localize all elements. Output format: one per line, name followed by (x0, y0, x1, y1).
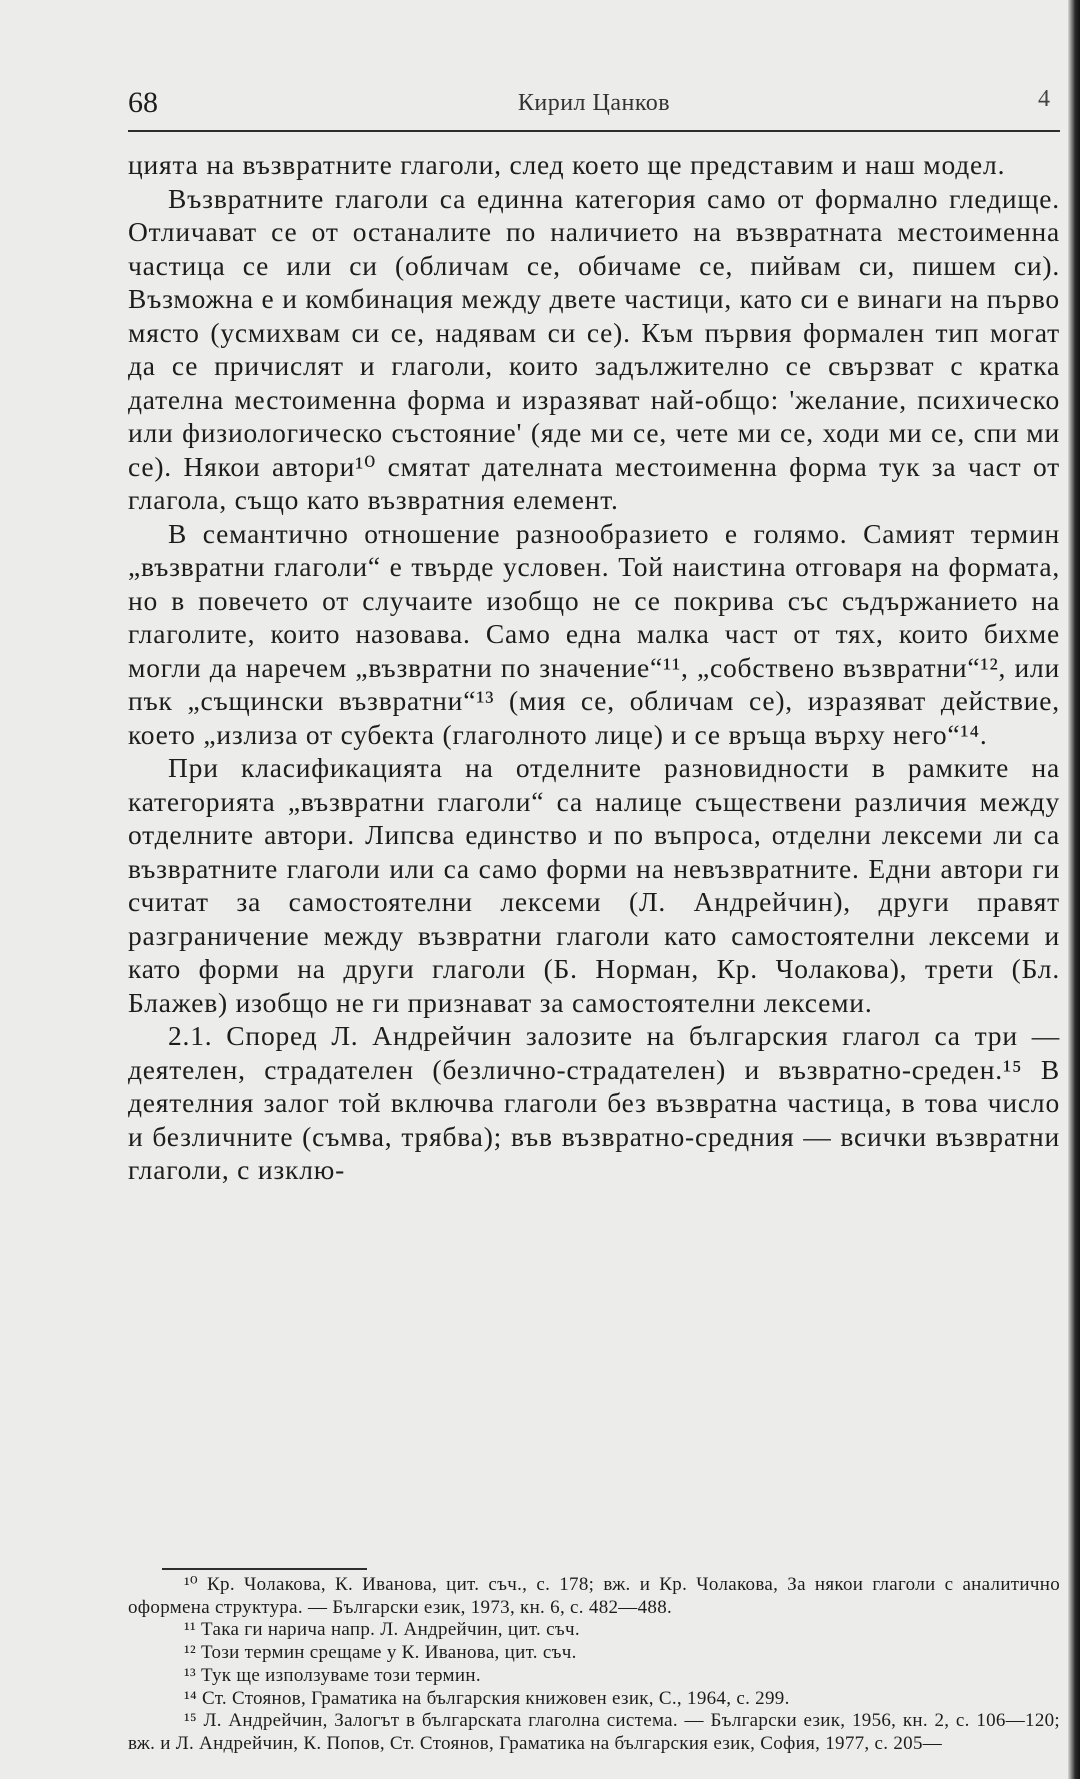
running-head-author: Кирил Цанков (517, 90, 671, 116)
footnote-13: ¹³ Тук ще използуваме този термин. (184, 1664, 481, 1686)
paragraph-4: При класификацията на отделните разновидности в рамките на категорията „възвратни глаголи“ са налице съществени различия между отделните автори. Липсва единство и по въпроса, отделни лексеми ли са възвратните глаголи или са само форми на невъзвратните. Едни автори ги считат за самостоятелни лексеми (Л. Андрейчин), други правят разграничение между възвратни глаголи като самостоятелни лексеми и като форми на други глаголи (Б. Норман, Кр. Чолакова), трети (Бл. Блажев) изобщо не ги признават за самостоятелни лексеми. (128, 752, 1060, 1018)
footnote-10: ¹⁰ Кр. Чолакова, К. Иванова, цит. съч., с. 178; вж. и Кр. Чолакова, За някои глаголи с аналитично оформена структура. — Български език, 1973, кн. 6, с. 482—488. (128, 1574, 1060, 1618)
footnote-rule (162, 1568, 367, 1570)
header-edge-mark: 4 (1038, 86, 1050, 112)
footnote-12: ¹² Този термин срещаме у К. Иванова, цит. съч. (184, 1642, 577, 1664)
footnote-15: ¹⁵ Л. Андрейчин, Залогът в българската глаголна система. — Български език, 1956, кн. 2, с. 106—120; вж. и Л. Андрейчин, К. Попов, Ст. Стоянов, Граматика на българския език, София, 1977, с. 205— (128, 1710, 1060, 1754)
paragraph-2: Възвратните глаголи са единна категория само от формално гледище. Отличават се от останалите по наличието на възвратната местоименна частица се или си (обличам се, обичаме се, пийвам си, пишем си). Възможна е и комбинация между двете частици, като си е винаги на първо място (усмихвам си се, надявам си се). Към първия формален тип могат да се причислят и глаголи, които задължително се свързват с кратка дателна местоименна форма и изразяват най-общо: 'желание, психическо или физиологическо състояние' (яде ми се, чете ми се, ходи ми се, спи ми се). Някои автори¹⁰ смятат дателната местоименна форма тук за част от глагола, също като възвратния елемент. (128, 182, 1060, 515)
paragraph-1: цията на възвратните глаголи, след което ще представим и наш модел. (128, 149, 1006, 180)
page-edge-shadow (1068, 0, 1080, 1779)
footnotes (128, 1574, 1060, 1756)
page-header (128, 86, 1060, 126)
main-text (128, 148, 1060, 1187)
footnote-14: ¹⁴ Ст. Стоянов, Граматика на българския книжовен език, С., 1964, с. 299. (184, 1687, 790, 1709)
paragraph-5: 2.1. Според Л. Андрейчин залозите на българския глагол са три — деятелен, страдателен (безлично-страдателен) и възвратно-среден.¹⁵ В деятелния залог той включва глаголи без възвратна частица, в това число и безличните (съмва, трябва); във възвратно-средния — всички възвратни глаголи, с изклю- (128, 1020, 1060, 1185)
paragraph-3: В семантично отношение разнообразието е голямо. Самият термин „възвратни глаголи“ е твърде условен. Той наистина отговаря на формата, но в повечето от случаите изобщо не се покрива със съдържанието на глаголите, които назовава. Само една малка част от тях, които бихме могли да наречем „възвратни по значение“¹¹, „собствено възвратни“¹², или пък „същински възвратни“¹³ (мия се, обличам се), изразяват действие, което „излиза от субекта (глаголното лице) и се връща върху него“¹⁴. (128, 517, 1060, 750)
footnote-11: ¹¹ Така ги нарича напр. Л. Андрейчин, цит. съч. (184, 1619, 580, 1641)
header-rule (128, 130, 1060, 132)
page-number: 68 (128, 86, 158, 119)
